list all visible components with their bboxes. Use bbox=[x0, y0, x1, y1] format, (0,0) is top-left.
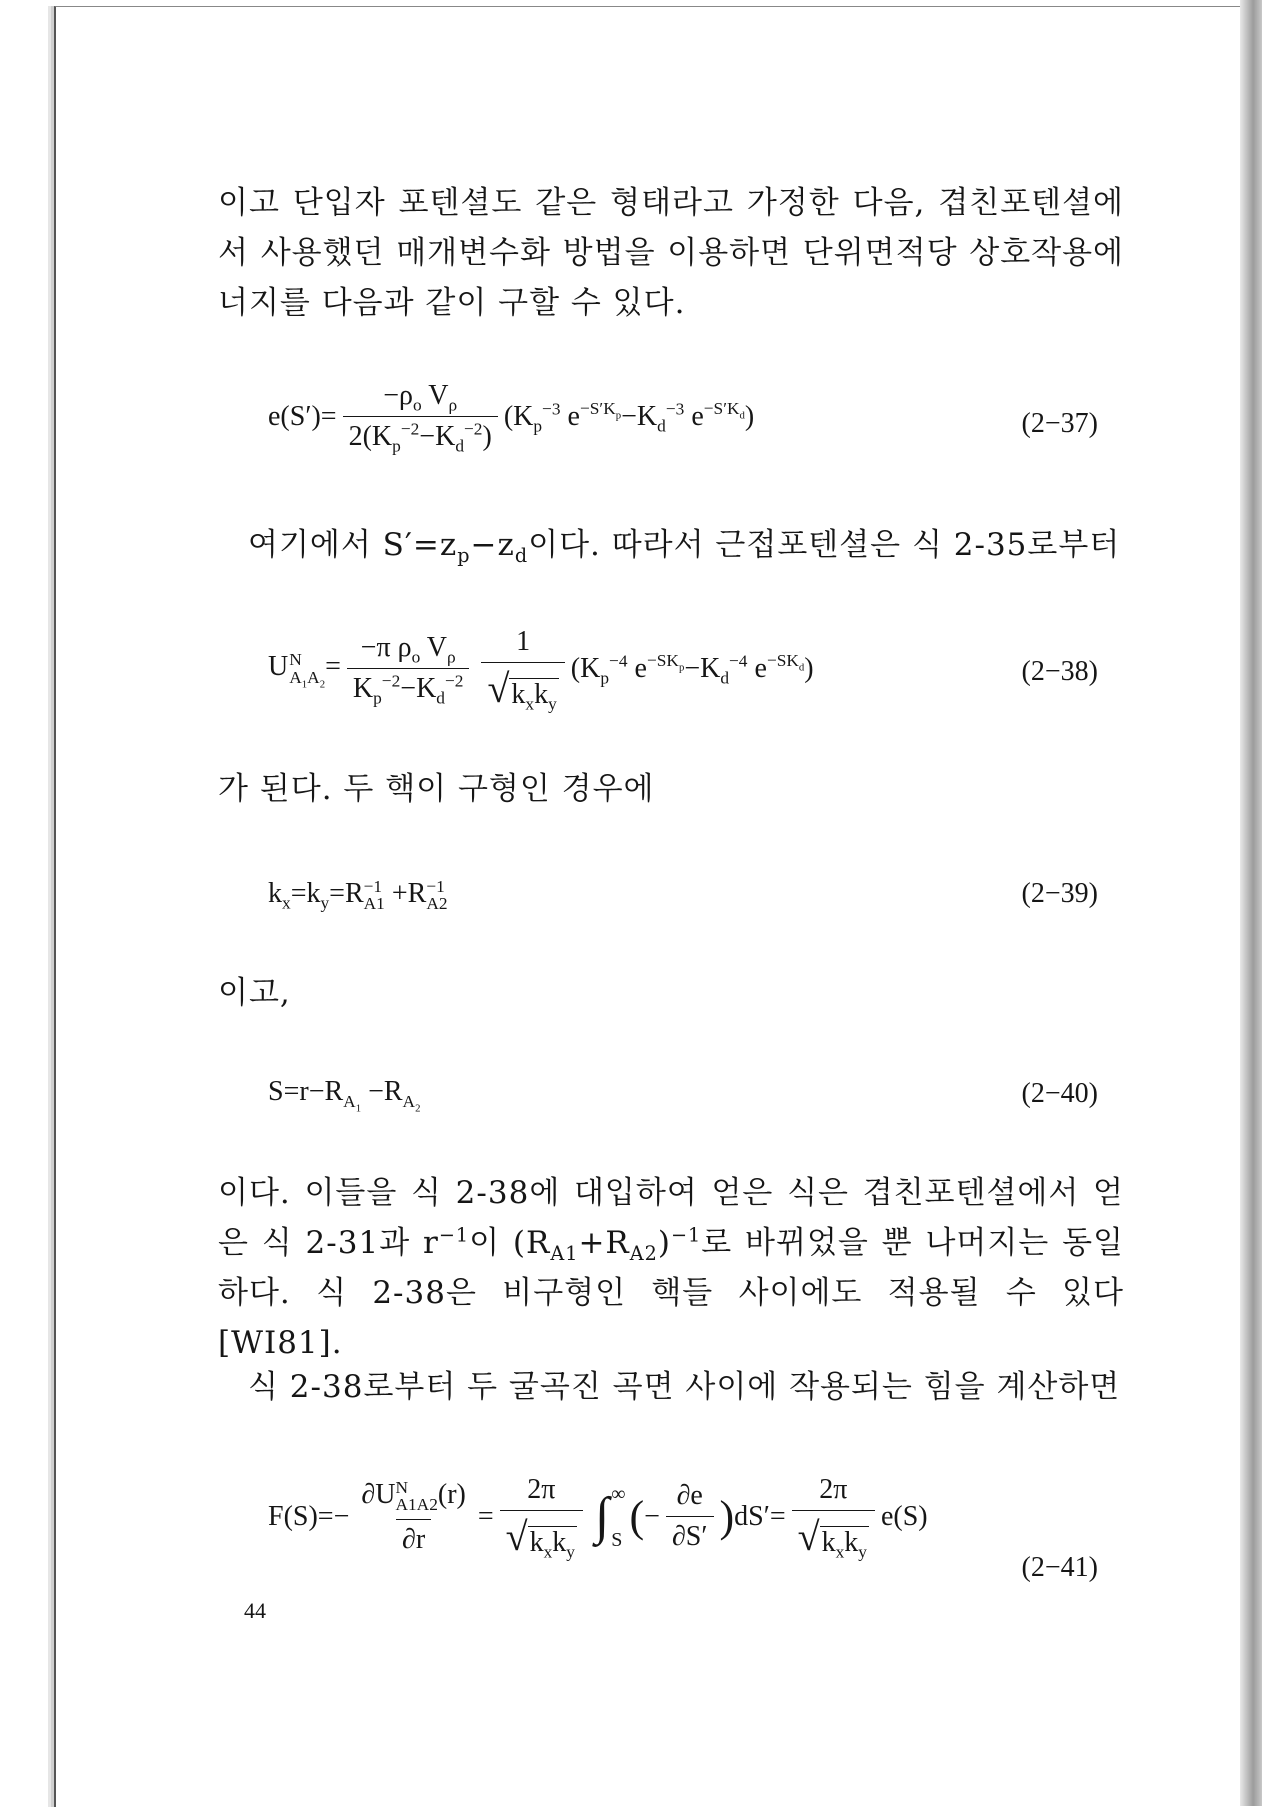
eq41-fraction-2: 2π √ $k_xk_y$ bbox=[500, 1476, 583, 1557]
paragraph-2: 여기에서 $S'=z_p-z_d$이다. 따라서 근접포텐셜은 식 2-35로부터 bbox=[248, 527, 1121, 568]
eq41-fraction-3: $\frac{\partial e}{\partial S'}$ bbox=[666, 1482, 714, 1551]
page-number: 44 bbox=[244, 1598, 266, 1623]
equation-number-2-37: (2−37) bbox=[1021, 408, 1098, 439]
eq38-rhs: ($K_p^{-4}$ $e^{-SK_p}-K_d^{-4}$ $e^{-SK_d}$) bbox=[570, 651, 814, 688]
equation-2-39: $k_x=k_y=R$ −1 A1 +R −1 A2 bbox=[268, 877, 448, 914]
equation-number-2-38: (2−38) bbox=[1021, 656, 1098, 687]
equation-number-2-39: (2−39) bbox=[1021, 878, 1098, 909]
paragraph-1: 이고 단입자 포텐셜도 같은 형태라고 가정한 다음, 겹친포텐셜에서 사용했던 매개변수화 방법을 이용하면 단위면적당 상호작용에너지를 다음과 같이 구할 수 있다. bbox=[218, 185, 1124, 321]
equation-2-40: $S=r-R_{A_1} -R_{A_2}$ bbox=[268, 1076, 421, 1115]
eq37-fraction: $\frac{-\rho_o V_\rho}{2(K_p^{-2}-K_d^{-2})}$ bbox=[343, 382, 498, 451]
eq37-rhs: ($K_p^{-3}$ $e^{-S'K_p}-K_d^{-3}$ $e^{-S'K_d}$) bbox=[503, 399, 755, 436]
equation-number-2-40: (2−40) bbox=[1021, 1078, 1098, 1109]
eq41-fraction-4: 2π √ $k_xk_y$ bbox=[792, 1476, 875, 1557]
equation-number-2-41: (2−41) bbox=[1021, 1552, 1098, 1583]
equation-2-41: F(S)=− ∂U N A1A2 (r) ∂r = 2π √ $k_xk_y$ ∫ ∞ S ( − $\frac{\partial e}{\partial S'}$ ) dS′= 2π √ $k_xk_y$ e(S) bbox=[268, 1474, 928, 1562]
paragraph-3: 가 된다. 두 핵이 구형인 경우에 bbox=[218, 771, 655, 807]
paragraph-5: 이다. 이들을 식 2-38에 대입하여 얻은 식은 겹친포텐셜에서 얻은 식 2-31과 $r^{-1}$이 $(R_{A1}+R_{A2})^{-1}$로 바뀌었을 뿐 나머지는 동일하다. 식 2-38은 비구형인 핵들 사이에도 적용될 수 있다[WI81]. bbox=[218, 1175, 1124, 1361]
equation-2-38 bbox=[268, 626, 1090, 714]
eq38-fraction-1: $\frac{-\pi \rho_o V_\rho}{K_p^{-2}-K_d^{-2}}$ bbox=[347, 634, 470, 703]
page-edge bbox=[1240, 0, 1262, 1806]
eq37-lhs: e(S′)= bbox=[268, 400, 337, 432]
paragraph-4: 이고, bbox=[218, 975, 291, 1011]
paragraph-6: 식 2-38로부터 두 굴곡진 곡면 사이에 작용되는 힘을 계산하면 bbox=[248, 1369, 1121, 1405]
equation-2-37 bbox=[268, 380, 1090, 456]
eq41-fraction-1: ∂U N A1A2 (r) ∂r bbox=[361, 1477, 466, 1556]
integral-sign: ∫ bbox=[594, 1487, 610, 1545]
eq38-lhs: U N $A_1A_2$ = bbox=[268, 650, 341, 690]
eq38-fraction-2: 1 √ $k_xk_y$ bbox=[481, 628, 564, 709]
